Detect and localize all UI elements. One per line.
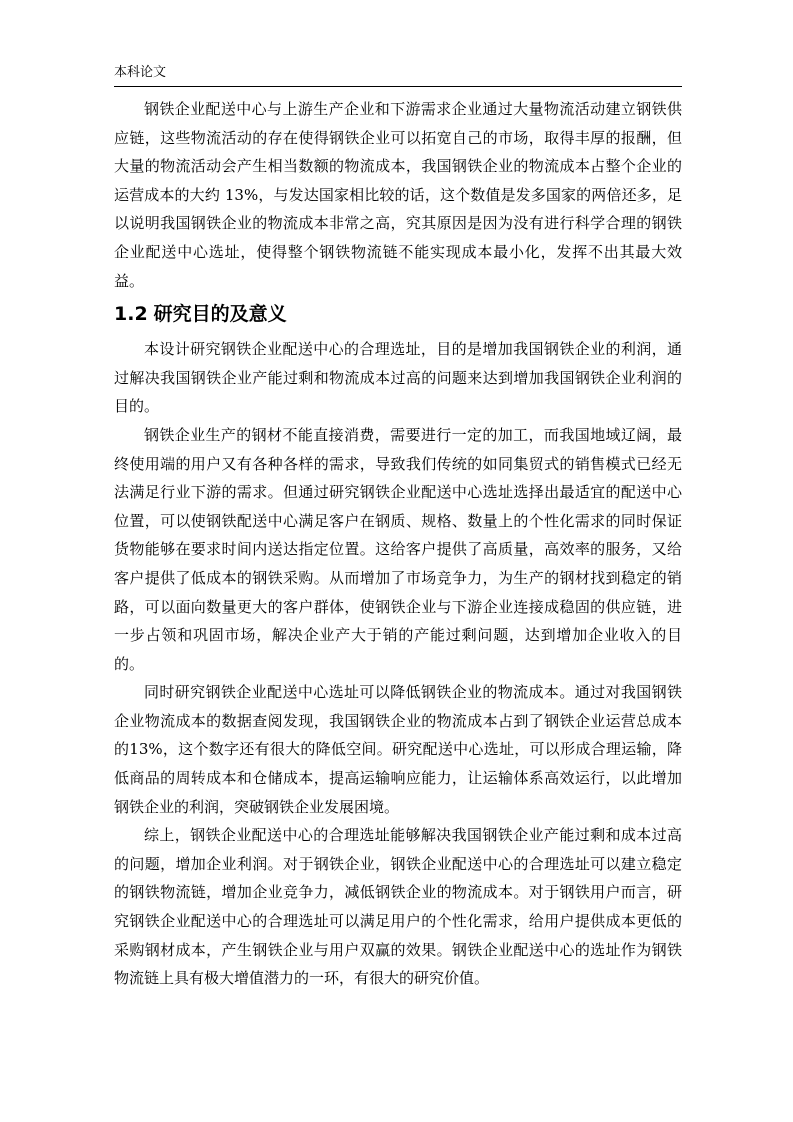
- section-number: 1.2: [114, 303, 148, 326]
- page-header: 本科论文: [114, 65, 167, 80]
- body-paragraph: 同时研究钢铁企业配送中心选址可以降低钢铁企业的物流成本。通过对我国钢铁企业物流成本的数据查阅发现，我国钢铁企业的物流成本占到了钢铁企业运营总成本的13%，这个数字还有很大的降低空间。研究配送中心选址，可以形成合理运输，降低商品的周转成本和仓储成本，提高运输响应能力，让运输体系高效运行，以此增加钢铁企业的利润，突破钢铁企业发展困境。: [114, 683, 682, 816]
- header-divider: [114, 86, 682, 87]
- section-heading: [114, 299, 682, 329]
- page-body: [114, 95, 682, 993]
- body-paragraph: 钢铁企业生产的钢材不能直接消费，需要进行一定的加工，而我国地域辽阔，最终使用端的用户又有各种各样的需求，导致我们传统的如同集贸式的销售模式已经无法满足行业下游的需求。但通过研究钢铁企业配送中心选址选择出最适宜的配送中心位置，可以使钢铁配送中心满足客户在钢质、规格、数量上的个性化需求的同时保证货物能够在要求时间内送达指定位置。这给客户提供了高质量，高效率的服务，又给客户提供了低成本的钢铁采购。从而增加了市场竞争力，为生产的钢材找到稳定的销路，可以面向数量更大的客户群体，使钢铁企业与下游企业连接成稳固的供应链，进一步占领和巩固市场，解决企业产大于销的产能过剩问题，达到增加企业收入的目的。: [114, 425, 682, 673]
- body-paragraph: 本设计研究钢铁企业配送中心的合理选址，目的是增加我国钢铁企业的利润，通过解决我国钢铁企业产能过剩和物流成本过高的问题来达到增加我国钢铁企业利润的目的。: [114, 340, 682, 416]
- body-paragraph: 钢铁企业配送中心与上游生产企业和下游需求企业通过大量物流活动建立钢铁供应链，这些物流活动的存在使得钢铁企业可以拓宽自己的市场，取得丰厚的报酬，但大量的物流活动会产生相当数额的物流成本，我国钢铁企业的物流成本占整个企业的运营成本的大约 13%，与发达国家相比较的话，这个数值是发多国家的两倍还多，足以说明我国钢铁企业的物流成本非常之高，究其原因是因为没有进行科学合理的钢铁企业配送中心选址，使得整个钢铁物流链不能实现成本最小化，发挥不出其最大效益。: [114, 100, 682, 290]
- body-paragraph: 综上，钢铁企业配送中心的合理选址能够解决我国钢铁企业产能过剩和成本过高的问题，增加企业利润。对于钢铁企业，钢铁企业配送中心的合理选址可以建立稳定的钢铁物流链，增加企业竞争力，减低钢铁企业的物流成本。对于钢铁用户而言，研究钢铁企业配送中心的合理选址可以满足用户的个性化需求，给用户提供成本更低的采购钢材成本，产生钢铁企业与用户双赢的效果。钢铁企业配送中心的选址作为钢铁物流链上具有极大增值潜力的一环，有很大的研究价值。: [114, 826, 682, 988]
- section-title: 研究目的及意义: [153, 303, 287, 326]
